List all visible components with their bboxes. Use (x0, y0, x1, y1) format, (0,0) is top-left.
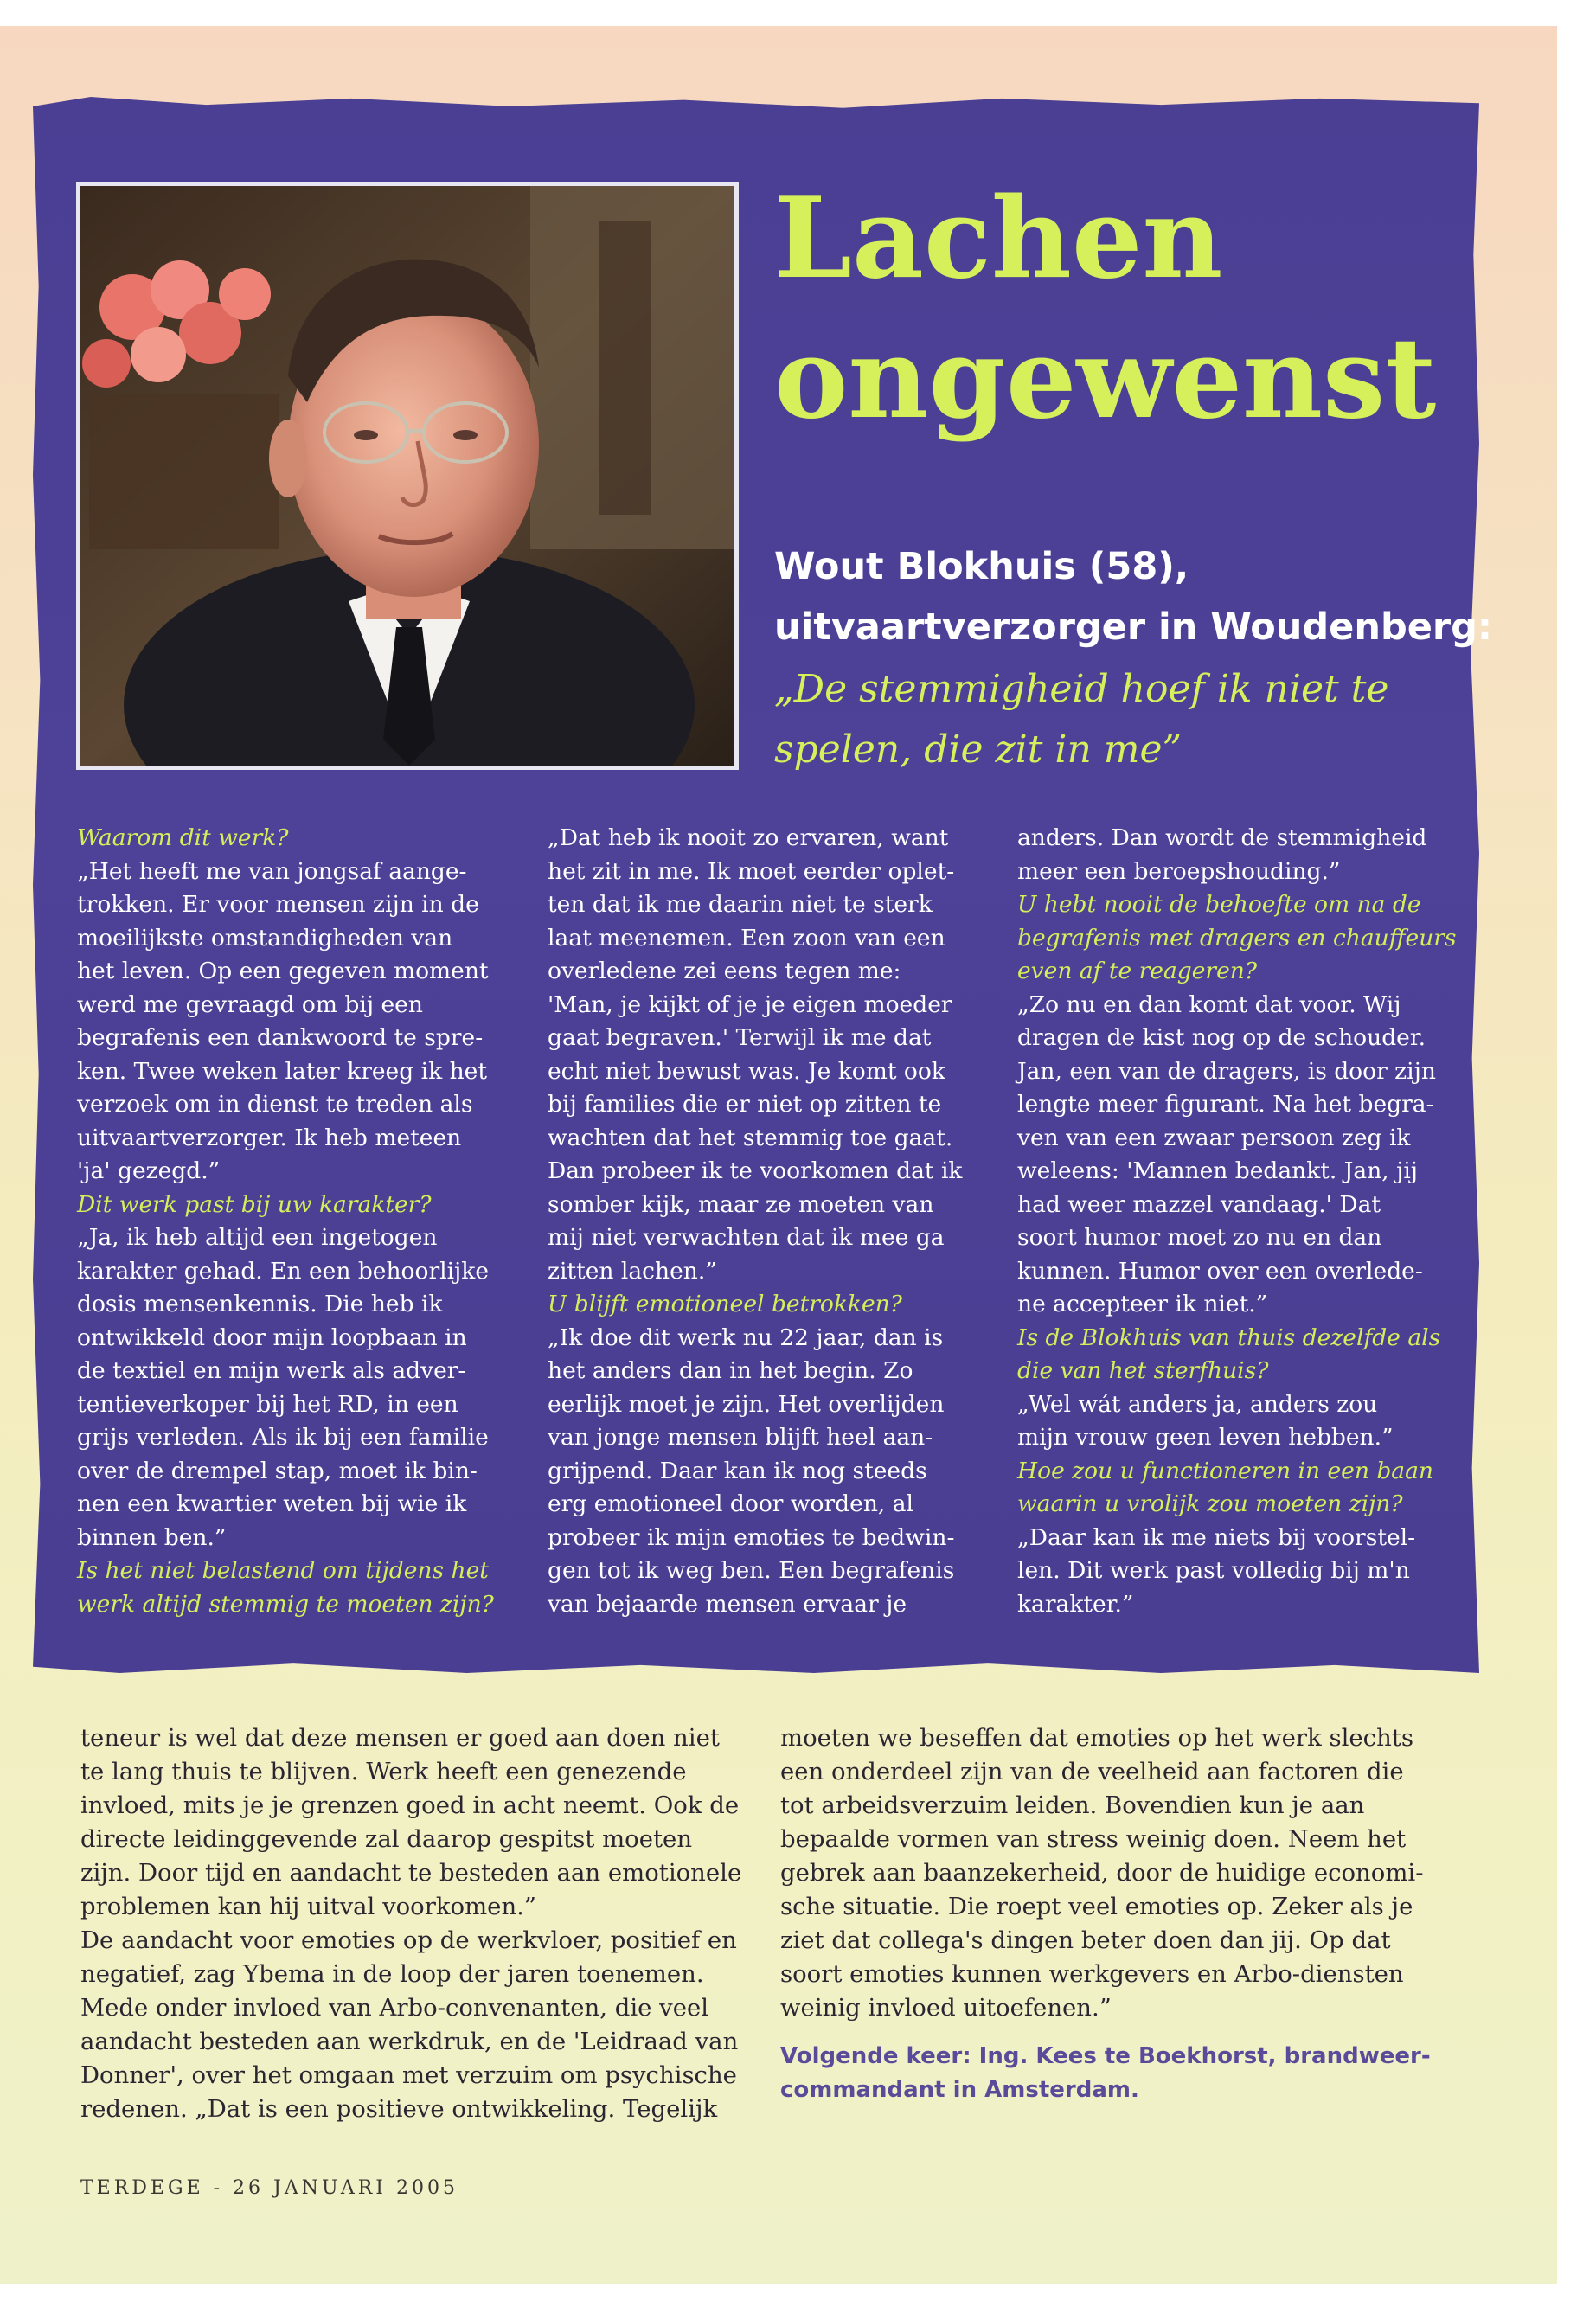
interview-answer-line: over de drempel stap, moet ik bin- (77, 1457, 478, 1484)
interview-answer-line: gaat begraven.' Terwijl ik me dat (548, 1024, 932, 1051)
interview-answer-line: de textiel en mijn werk als adver- (77, 1357, 466, 1384)
interview-answer-line: trokken. Er voor mensen zijn in de (77, 891, 479, 918)
body-text-line: moeten we beseffen dat emoties op het werk slechts (780, 1724, 1413, 1752)
portrait-illustration (80, 186, 734, 766)
interview-answer-line: „Dat heb ik nooit zo ervaren, want (548, 824, 949, 851)
body-text-line: zijn. Door tijd en aandacht te besteden aan emotionele (80, 1859, 742, 1887)
headline-line-1: Lachen (774, 174, 1223, 304)
interview-answer-line: begrafenis een dankwoord te spre- (77, 1024, 484, 1051)
interview-answer-line: tentieverkoper bij het RD, in een (77, 1390, 458, 1418)
page-edge (1557, 26, 1596, 2284)
interview-answer-line: erg emotioneel door worden, al (548, 1490, 914, 1517)
next-time-line: Volgende keer: Ing. Kees te Boekhorst, brandweer- (780, 2043, 1431, 2069)
interview-question-line: even af te reageren? (1017, 958, 1258, 984)
interview-answer-line: ne accepteer ik niet.” (1017, 1291, 1268, 1317)
interview-answer-line: Jan, een van de dragers, is door zijn (1017, 1057, 1436, 1085)
body-text-line: sche situatie. Die roept veel emoties op. Zeker als je (780, 1893, 1413, 1920)
interview-question-line: die van het sterfhuis? (1017, 1357, 1269, 1384)
interview-question-line: U blijft emotioneel betrokken? (548, 1291, 902, 1317)
interview-column-2 (548, 822, 989, 1621)
interview-answer-line: ven van een zwaar persoon zeg ik (1017, 1124, 1411, 1151)
body-text-line: te lang thuis te blijven. Werk heeft een genezende (80, 1758, 687, 1785)
article-subhead (774, 536, 1509, 657)
page-footer: TERDEGE - 26 JANUARI 2005 (80, 2177, 458, 2199)
interview-answer-line: „Ja, ik heb altijd een ingetogen (77, 1224, 438, 1251)
portrait-photo (76, 182, 739, 770)
body-text-line: tot arbeidsverzuim leiden. Bovendien kun je aan (780, 1791, 1365, 1819)
interview-answer-line: somber kijk, maar ze moeten van (548, 1190, 934, 1218)
body-text-line: Donner', over het omgaan met verzuim om psychische (80, 2061, 737, 2089)
interview-question-line: U hebt nooit de behoefte om na de (1017, 891, 1421, 918)
pull-quote: „De stemmigheid hoef ik niet te spelen, die zit in me” (774, 667, 1389, 772)
body-text-line: weinig invloed uitoefenen.” (780, 1994, 1112, 2022)
body-text-line: bepaalde vormen van stress weinig doen. Neem het (780, 1825, 1407, 1853)
body-text-line: De aandacht voor emoties op de werkvloer, positief en (80, 1926, 737, 1954)
interview-answer-line: van bejaarde mensen ervaar je (548, 1590, 907, 1618)
interview-answer-line: het zit in me. Ik moet eerder oplet- (548, 857, 955, 885)
interview-answer-line: dragen de kist nog op de schouder. (1017, 1024, 1426, 1051)
body-text-line: Mede onder invloed van Arbo-convenanten, die veel (80, 1994, 709, 2022)
body-text-line: invloed, mits je je grenzen goed in acht neemt. Ook de (80, 1791, 740, 1819)
body-text-line: een onderdeel zijn van de veelheid aan factoren die (780, 1758, 1404, 1785)
interview-answer-line: verzoek om in dienst te treden als (77, 1091, 473, 1118)
interview-answer-line: weleens: 'Mannen bedankt. Jan, jij (1017, 1157, 1419, 1184)
interview-answer-line: karakter.” (1017, 1590, 1134, 1618)
interview-answer-line: had weer mazzel vandaag.' Dat (1017, 1190, 1381, 1218)
interview-question-line: Is de Blokhuis van thuis dezelfde als (1017, 1324, 1441, 1351)
body-text-line: soort emoties kunnen werkgevers en Arbo-diensten (780, 1960, 1404, 1988)
interview-answer-line: mij niet verwachten dat ik mee ga (548, 1224, 945, 1251)
interview-answer-line: werd me gevraagd om bij een (77, 990, 423, 1018)
interview-answer-line: nen een kwartier weten bij wie ik (77, 1490, 467, 1517)
body-column-2 (780, 1721, 1472, 2025)
interview-answer-line: len. Dit werk past volledig bij m'n (1017, 1557, 1410, 1584)
interview-question-line: werk altijd stemmig te moeten zijn? (77, 1590, 494, 1618)
interview-answer-line: eerlijk moet je zijn. Het overlijden (548, 1390, 945, 1418)
subhead-line-1: Wout Blokhuis (58), (774, 545, 1189, 588)
interview-answer-line: bij families die er niet op zitten te (548, 1091, 942, 1118)
body-text-line: redenen. „Dat is een positieve ontwikkeling. Tegelijk (80, 2095, 718, 2123)
interview-answer-line: karakter gehad. En een behoorlijke (77, 1257, 490, 1285)
interview-answer-line: 'Man, je kijkt of je je eigen moeder (548, 990, 952, 1018)
article-headline (774, 169, 1484, 449)
interview-answer-line: lengte meer figurant. Na het begra- (1017, 1091, 1434, 1118)
interview-answer-line: moeilijkste omstandigheden van (77, 924, 453, 952)
body-text-line: ziet dat collega's dingen beter doen dan jij. Op dat (780, 1926, 1391, 1954)
interview-answer-line: wachten dat het stemmig toe gaat. (548, 1124, 953, 1151)
interview-answer-line: ontwikkeld door mijn loopbaan in (77, 1324, 467, 1351)
body-text-line: teneur is wel dat deze mensen er goed aan doen niet (80, 1724, 720, 1752)
interview-answer-line: uitvaartverzorger. Ik heb meteen (77, 1124, 462, 1151)
interview-answer-line: „Het heeft me van jongsaf aange- (77, 857, 467, 885)
interview-answer-line: soort humor moet zo nu en dan (1017, 1224, 1382, 1251)
interview-answer-line: meer een beroepshouding.” (1017, 857, 1341, 885)
interview-answer-line: kunnen. Humor over een overlede- (1017, 1257, 1423, 1285)
interview-answer-line: „Wel wát anders ja, anders zou (1017, 1390, 1378, 1418)
interview-answer-line: gen tot ik weg ben. Een begrafenis (548, 1557, 955, 1584)
interview-answer-line: zitten lachen.” (548, 1257, 717, 1285)
interview-answer-line: ten dat ik me daarin niet te sterk (548, 891, 933, 918)
headline-line-2: ongewenst (774, 314, 1437, 444)
interview-answer-line: laat meenemen. Een zoon van een (548, 924, 945, 952)
body-text-line: aandacht besteden aan werkdruk, en de 'Leidraad van (80, 2028, 739, 2055)
interview-answer-line: dosis mensenkennis. Die heb ik (77, 1291, 443, 1317)
interview-answer-line: het leven. Op een gegeven moment (77, 958, 489, 984)
interview-answer-line: probeer ik mijn emoties te bedwin- (548, 1523, 955, 1551)
interview-column-1 (77, 822, 518, 1621)
interview-question-line: Waarom dit werk? (77, 824, 289, 851)
interview-answer-line: mijn vrouw geen leven hebben.” (1017, 1424, 1394, 1451)
interview-answer-line: grijs verleden. Als ik bij een familie (77, 1424, 489, 1451)
interview-question-line: Hoe zou u functioneren in een baan (1017, 1457, 1433, 1484)
next-time-line: commandant in Amsterdam. (780, 2077, 1139, 2103)
interview-answer-line: overledene zei eens tegen me: (548, 958, 901, 984)
interview-answer-line: „Daar kan ik me niets bij voorstel- (1017, 1523, 1416, 1551)
interview-answer-line: binnen ben.” (77, 1523, 227, 1551)
interview-answer-line: van jonge mensen blijft heel aan- (548, 1424, 933, 1451)
interview-question-line: Dit werk past bij uw karakter? (77, 1190, 432, 1218)
interview-column-3 (1017, 822, 1458, 1621)
interview-question-line: Is het niet belastend om tijdens het (77, 1557, 489, 1584)
body-text-line: directe leidinggevende zal daarop gespitst moeten (80, 1825, 693, 1853)
interview-answer-line: ken. Twee weken later kreeg ik het (77, 1057, 487, 1085)
interview-answer-line: anders. Dan wordt de stemmigheid (1017, 824, 1427, 851)
interview-answer-line: grijpend. Daar kan ik nog steeds (548, 1457, 927, 1484)
interview-question-line: waarin u vrolijk zou moeten zijn? (1017, 1490, 1403, 1517)
interview-answer-line: „Zo nu en dan komt dat voor. Wij (1017, 990, 1401, 1018)
interview-answer-line: echt niet bewust was. Je komt ook (548, 1057, 945, 1085)
body-text-line: negatief, zag Ybema in de loop der jaren toenemen. (80, 1960, 704, 1988)
interview-answer-line: het anders dan in het begin. Zo (548, 1357, 913, 1384)
interview-question-line: begrafenis met dragers en chauffeurs (1017, 924, 1457, 952)
interview-answer-line: 'ja' gezegd.” (77, 1157, 221, 1184)
body-column-1 (80, 1721, 772, 2126)
body-text-line: problemen kan hij uitval voorkomen.” (80, 1893, 536, 1920)
interview-answer-line: Dan probeer ik te voorkomen dat ik (548, 1157, 963, 1184)
body-text-line: gebrek aan baanzekerheid, door de huidige economi- (780, 1859, 1424, 1887)
subhead-line-2: uitvaartverzorger in Woudenberg: (774, 606, 1493, 649)
interview-answer-line: „Ik doe dit werk nu 22 jaar, dan is (548, 1324, 944, 1351)
next-time-note (780, 2040, 1490, 2107)
